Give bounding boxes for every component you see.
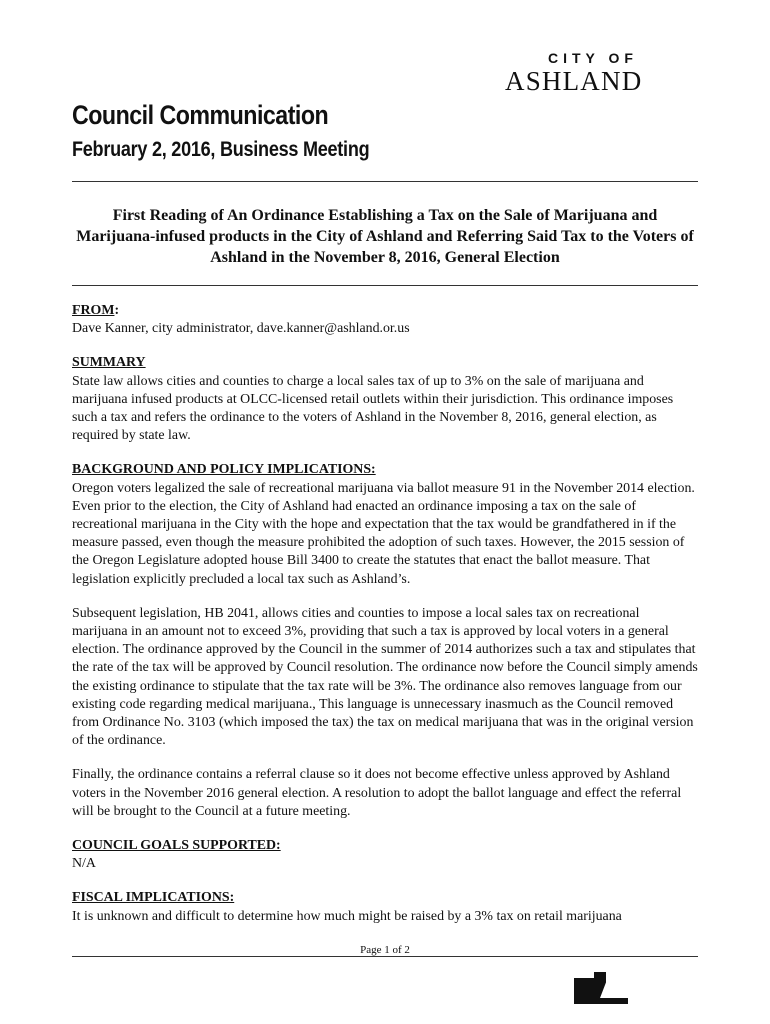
background-heading: BACKGROUND AND POLICY IMPLICATIONS:: [72, 462, 376, 478]
divider-top: [72, 181, 698, 182]
page-title: Council Communication: [72, 100, 329, 130]
summary-heading: SUMMARY: [72, 355, 146, 371]
divider-footer: [72, 956, 698, 957]
fiscal-heading: FISCAL IMPLICATIONS:: [72, 890, 235, 906]
city-of-label: CITY OF: [548, 50, 638, 66]
background-para-1: Oregon voters legalized the sale of recreational marijuana via ballot measure 91 in the November 2014 election. Even prior to the election, the City of Ashland had enacted an ordinance imposing a tax on the sale of recreational marijuana in the City with the hope and expectation that the tax would be grandfathered in if the measure passed, even though the measure prohibited the adoption of such taxes. However, the 2015 session of the Oregon Legislature adopted house Bill 3400 to create the statutes that enact the ballot measure. That legislation explicitly precluded a local tax such as Ashland’s.: [72, 480, 695, 587]
goals-heading: COUNCIL GOALS SUPPORTED:: [72, 838, 281, 854]
from-text: Dave Kanner, city administrator, dave.kanner@ashland.or.us: [72, 321, 410, 337]
from-colon: :: [114, 303, 120, 318]
summary-text: State law allows cities and counties to charge a local sales tax of up to 3% on the sale of marijuana and marijuana infused products at OLCC-licensed retail outlets within their jurisdiction. This ordinance imposes such a tax and refers the ordinance to the voters of Ashland in the November 8, 2016, general election, as required by state law.: [72, 373, 674, 444]
from-heading: [72, 302, 698, 320]
meeting-date: February 2, 2016, Business Meeting: [72, 138, 370, 161]
goals-text: N/A: [72, 856, 96, 872]
document-body: [72, 302, 698, 926]
fiscal-text: It is unknown and difficult to determine how much might be raised by a 3% tax on retail marijuana: [72, 908, 622, 924]
ashland-mark-icon: [574, 968, 628, 1004]
background-para-2: Subsequent legislation, HB 2041, allows cities and counties to impose a local sales tax on recreational marijuana in an amount not to exceed 3%, providing that such a tax is approved by local voters in a general election. The ordinance approved by the Council in the summer of 2014 authorizes such a tax and stipulates that the rate of the tax will be approved by Council resolution. The ordinance now before the Council simply amends the existing ordinance to stipulate that the tax rate will be 3%. The ordinance also removes language from our existing code regarding medical marijuana., This language is unnecessary inasmuch as the Council removed from Ordinance No. 3103 (which imposed the tax) the tax on medical marijuana that was in the original version of the ordinance.: [72, 605, 698, 749]
background-para-3: Finally, the ordinance contains a referral clause so it does not become effective unless approved by Ashland voters in the November 2016 general election. A resolution to adopt the ballot language and effect the referral will be brought to the Council at a future meeting.: [72, 767, 682, 819]
page-number: Page 1 of 2: [360, 944, 410, 956]
agenda-title: First Reading of An Ordinance Establishing a Tax on the Sale of Marijuana and Marijuana-infused products in the City of Ashland and Referring Said Tax to the Voters of Ashland in the November 8, 2016, General Election: [76, 207, 694, 266]
divider-middle: [72, 285, 698, 286]
from-label: FROM: [72, 303, 115, 318]
ashland-wordmark: ASHLAND: [505, 66, 643, 96]
